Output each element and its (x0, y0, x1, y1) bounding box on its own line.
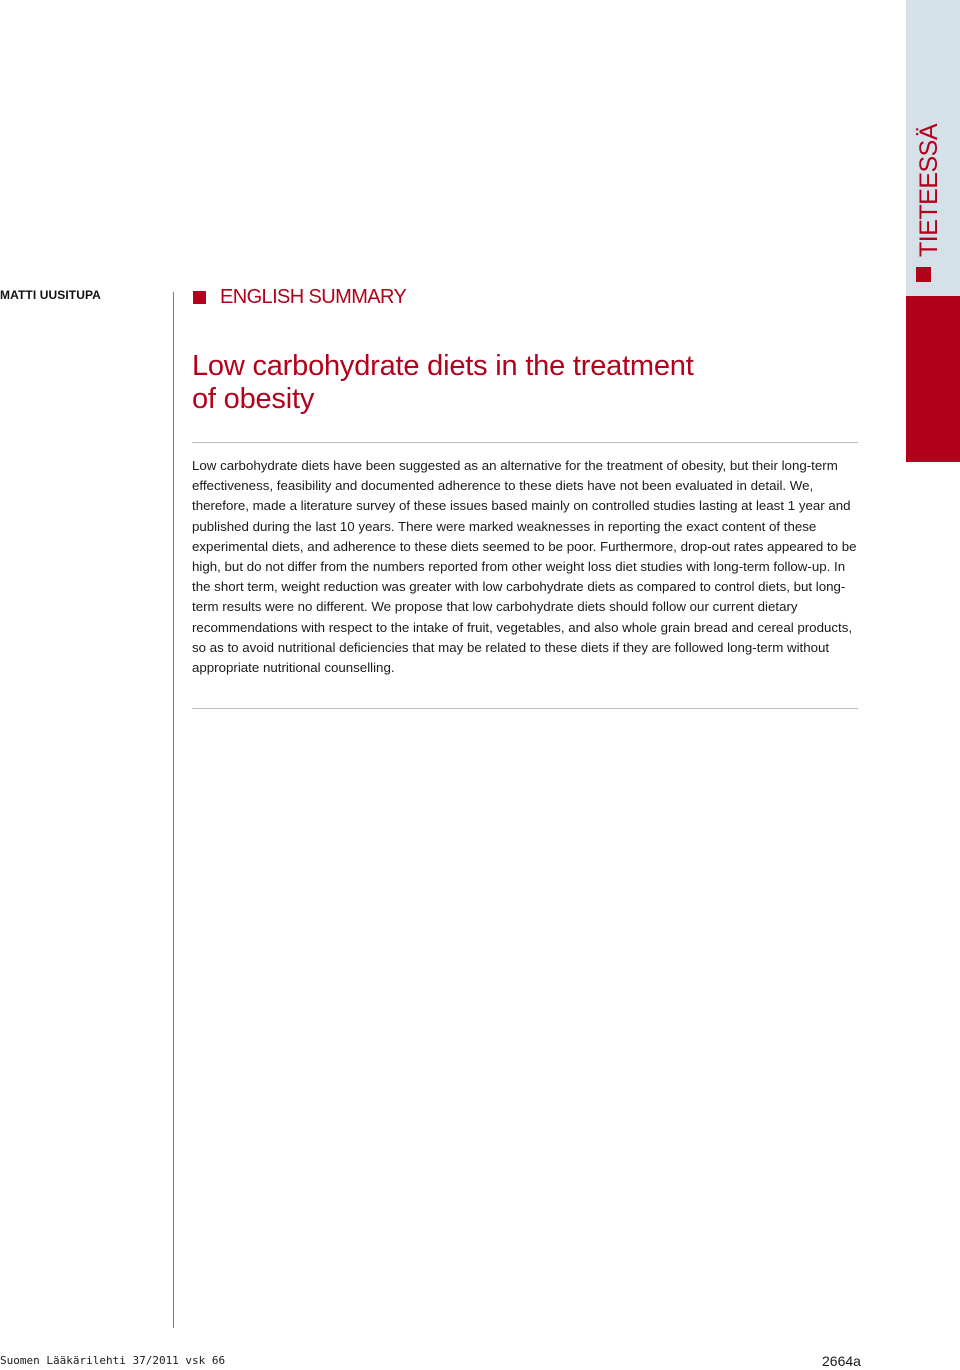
vertical-divider (173, 292, 174, 1328)
section-label: ENGLISH SUMMARY (220, 286, 407, 308)
title-line-2: of obesity (192, 383, 315, 415)
section-marker-square (193, 291, 206, 304)
side-tab-marker-square (916, 267, 931, 282)
article-title (192, 350, 852, 416)
footer-page-number: 2664a (822, 1353, 861, 1369)
abstract-text: Low carbohydrate diets have been suggested as an alternative for the treatment of obesity, but their long-term effectiveness, feasibility and documented adherence to these diets have not been evaluated in detail. We, therefore, made a literature survey of these issues based mainly on controlled studies lasting at least 1 year and published during the last 10 years. There were marked weaknesses in reporting the exact content of these experimental diets, and adherence to these diets seemed to be poor. Furthermore, drop-out rates appeared to be high, but do not differ from the numbers reported from other weight loss diet studies with long-term follow-up. In the short term, weight reduction was greater with low carbohydrate diets as compared to control diets, but long-term results were no different. We propose that low carbohydrate diets should follow our current dietary recommendations with respect to the intake of fruit, vegetables, and also whole grain bread and cereal products, so as to avoid nutritional deficiencies that may be related to these diets if they are followed long-term without appropriate nutritional counselling. (192, 458, 857, 676)
footer-journal: Suomen Lääkärilehti 37/2011 vsk 66 (0, 1354, 226, 1367)
side-tab-red-block (906, 296, 960, 462)
side-tab-label: TIETEESSÄ (915, 123, 943, 257)
abstract-bottom-rule (192, 708, 858, 709)
author-name: MATTI UUSITUPA (0, 288, 101, 302)
title-line-1: Low carbohydrate diets in the treatment (192, 350, 694, 382)
abstract-top-rule (192, 442, 858, 443)
